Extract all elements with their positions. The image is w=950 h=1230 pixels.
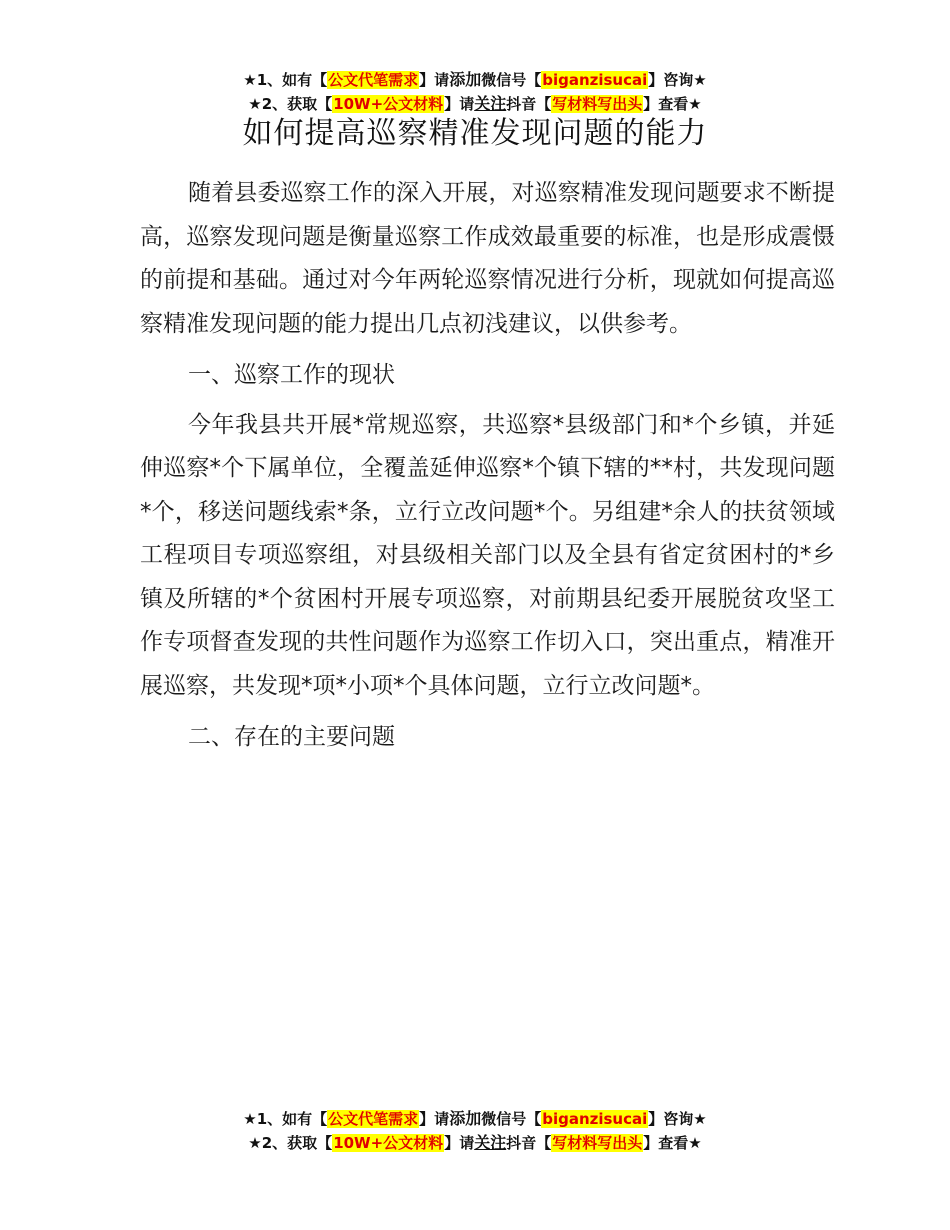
document-title: 如何提高巡察精准发现问题的能力 [242,116,708,151]
document-body [140,172,835,766]
banner-line-1 [0,1107,950,1131]
intro-paragraph: 随着县委巡察工作的深入开展，对巡察精准发现问题要求不断提高，巡察发现问题是衡量巡察工作成效最重要的标准，也是形成震慑的前提和基础。通过对今年两轮巡察情况进行分析，现就如何提高巡察精准发现问题的能力提出几点初浅建议，以供参考。 [140,180,835,337]
banner-emphasis: 关注 [474,94,507,113]
banner-emphasis: 添加 [449,1109,482,1128]
banner-text: 】查看★ [643,95,702,113]
banner-text: 】查看★ [643,1134,702,1152]
banner-text: 】请 [419,71,450,89]
banner-emphasis: 关注 [474,1133,507,1152]
banner-text: 微信号【 [481,1110,542,1128]
banner-text: 】请 [444,1134,475,1152]
douyin-id-tag: 写材料写出头 [552,1134,643,1152]
banner-text: 抖音【 [506,95,552,113]
body-paragraph: 今年我县共开展*常规巡察，共巡察*县级部门和*个乡镇，并延伸巡察*个下属单位，全覆盖延伸巡察*个镇下辖的**村，共发现问题*个，移送问题线索*条，立行立改问题*个。另组建*余人的扶贫领域工程项目专项巡察组，对县级相关部门以及全县有省定贫困村的*乡镇及所辖的*个贫困村开展专项巡察，对前期县纪委开展脱贫攻坚工作专项督查发现的共性问题作为巡察工作切入口，突出重点，精准开展巡察，共发现*项*小项*个具体问题，立行立改问题*。 [140,411,835,699]
banner-text: ★2、获取【 [248,1134,333,1152]
banner-text: ★1、如有【 [243,71,328,89]
banner-text: 】请 [444,95,475,113]
wechat-id-tag: biganzisucai [542,71,648,89]
banner-text: ★2、获取【 [248,95,333,113]
banner-text: 】请 [419,1110,450,1128]
top-banner [0,68,950,116]
banner-line-2 [0,1131,950,1155]
banner-text: 】咨询★ [648,71,707,89]
highlight-tag: 10W+公文材料 [333,1134,444,1152]
wechat-id-tag: biganzisucai [542,1110,648,1128]
bottom-banner [0,1107,950,1155]
banner-text: ★1、如有【 [243,1110,328,1128]
banner-text: 抖音【 [506,1134,552,1152]
banner-line-1 [0,68,950,92]
banner-text: 】咨询★ [648,1110,707,1128]
banner-emphasis: 添加 [449,70,482,89]
highlight-tag: 公文代笔需求 [328,1110,419,1128]
douyin-id-tag: 写材料写出头 [552,95,643,113]
highlight-tag: 公文代笔需求 [328,71,419,89]
section-heading-2: 二、存在的主要问题 [188,724,395,750]
highlight-tag: 10W+公文材料 [333,95,444,113]
banner-text: 微信号【 [481,71,542,89]
section-heading-1: 一、巡察工作的现状 [188,362,395,388]
